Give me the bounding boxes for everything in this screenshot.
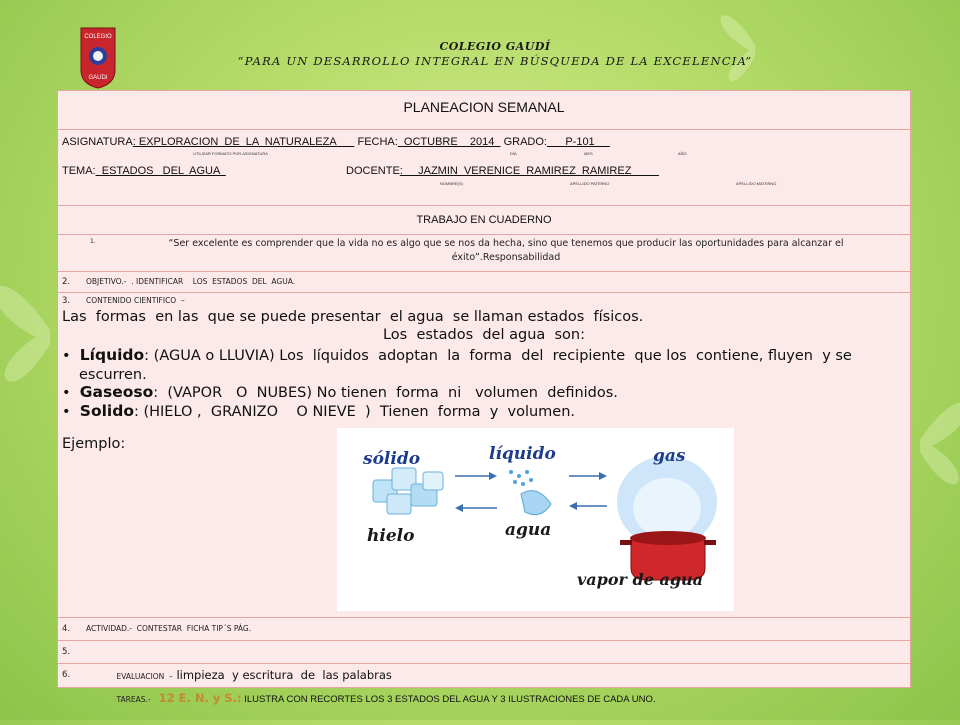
item-4-actividad: ACTIVIDAD.- CONTESTAR FICHA TIP´S PÁG. xyxy=(86,624,252,633)
docente-value: : JAZMIN VERENICE RAMIREZ RAMIREZ xyxy=(399,165,659,177)
solido-text: : (HIELO , GRANIZO O NIEVE ) Tienen forma y volumen. xyxy=(133,404,576,420)
label-solido: sólido xyxy=(363,449,421,469)
bullet-solido xyxy=(62,402,892,422)
item-5-number: 5. xyxy=(62,647,71,657)
vapor-cloud-highlight xyxy=(633,478,701,538)
item-4-number: 4. xyxy=(62,624,71,634)
solido-term: Solido xyxy=(79,402,134,420)
bullet-liquido-dot: • xyxy=(62,348,80,364)
item-1-number: 1. xyxy=(90,238,96,245)
item-2-row xyxy=(58,272,910,293)
grado-value: P-101 xyxy=(546,136,610,148)
arrow-liquid-to-solid xyxy=(455,504,497,512)
trabajo-row xyxy=(58,206,910,235)
item-2-number: 2. xyxy=(62,277,71,287)
ejemplo-label: Ejemplo: xyxy=(62,436,126,452)
bullet-gaseoso-dot: • xyxy=(62,385,80,401)
label-vapor-de-agua: vapor de agua xyxy=(577,570,704,589)
gaseoso-term: Gaseoso xyxy=(79,383,154,401)
item-4-row xyxy=(58,618,910,641)
states-of-water-illustration xyxy=(337,428,734,611)
item-3-number: 3. xyxy=(62,296,71,306)
item-6-tareas xyxy=(86,668,655,725)
item-5-row xyxy=(58,641,910,682)
arrow-solid-to-liquid xyxy=(455,472,497,480)
note-mes: MES xyxy=(584,151,593,156)
note-ano: AÑO xyxy=(678,151,687,156)
note-dia: DÍA xyxy=(510,151,517,156)
item-5-label: EVALUACION – xyxy=(116,672,173,681)
water-drops-image xyxy=(509,470,533,486)
bullet-solido-dot: • xyxy=(62,404,80,420)
note-apellido-paterno: APELLIDO PATERNO xyxy=(570,181,610,186)
bullet-liquido xyxy=(62,346,909,385)
planning-document xyxy=(57,90,911,705)
water-cup-image xyxy=(521,491,551,515)
arrow-liquid-to-gas xyxy=(569,472,607,480)
info-row xyxy=(58,130,910,206)
liquido-term: Líquido xyxy=(79,346,145,364)
docente-line xyxy=(346,165,659,177)
trabajo-en-cuaderno: TRABAJO EN CUADERNO xyxy=(416,214,552,226)
school-motto: “PARA UN DESARROLLO INTEGRAL EN BÚSQUEDA DE LA EXCELENCIA” xyxy=(237,54,753,68)
content-intro: Las formas en las que se puede presentar el agua se llaman estados físicos. xyxy=(62,309,644,325)
item-2-objetivo: OBJETIVO.- . IDENTIFICAR LOS ESTADOS DEL AGUA. xyxy=(86,277,296,286)
gaseoso-text: : (VAPOR O NUBES) No tienen forma ni volumen definidos. xyxy=(153,385,618,401)
item-6-text: ILUSTRA CON RECORTES LOS 3 ESTADOS DEL AGUA Y 3 ILUSTRACIONES DE CADA UNO. xyxy=(241,694,656,705)
docente-label: DOCENTE xyxy=(346,165,400,177)
content-estados-heading: Los estados del agua son: xyxy=(382,327,585,343)
ice-cubes-image xyxy=(373,468,443,514)
note-nombre: NOMBRE(S) xyxy=(440,181,463,186)
note-asignatura: UTILIZAR FORMATO POR ASIGNATURA xyxy=(193,151,268,156)
liquido-text: : (AGUA o LLUVIA) Los líquidos adoptan la forma del recipiente que los contiene, fluyen y se escurren. xyxy=(79,348,857,383)
note-apellido-materno: APELLIDO MATERNO xyxy=(736,181,777,186)
label-liquido: líquido xyxy=(489,444,556,464)
title-row xyxy=(58,91,910,130)
label-gas: gas xyxy=(653,446,686,466)
logo-bottom-text: GAUDI xyxy=(88,75,108,81)
tema-line xyxy=(62,165,226,177)
bullet-gaseoso xyxy=(62,383,892,403)
label-hielo: hielo xyxy=(367,526,415,546)
item-1-row xyxy=(58,235,910,272)
asignatura-label: ASIGNATURA xyxy=(62,136,133,148)
arrow-gas-to-liquid xyxy=(569,502,607,510)
page-header xyxy=(0,0,960,92)
school-name: COLEGIO GAUDÍ xyxy=(439,40,551,53)
asignatura-line xyxy=(62,136,610,148)
item-6-number: 6. xyxy=(62,670,71,680)
asignatura-value: : EXPLORACION DE LA NATURALEZA xyxy=(132,136,355,148)
fecha-label: FECHA: xyxy=(357,136,398,148)
item-6-row xyxy=(58,664,910,705)
logo-top-text: COLEGIO xyxy=(84,34,112,40)
states-of-water-figure xyxy=(337,428,734,611)
tema-value: ESTADOS DEL AGUA xyxy=(95,165,226,177)
fecha-value: OCTUBRE 2014 xyxy=(397,136,501,148)
page-title: PLANEACION SEMANAL xyxy=(403,99,565,115)
item-1-quote: “Ser excelente es comprender que la vida no es algo que se nos da hecha, sino que tenemos que producir las oportunidades para alcanzar el éxito”.Responsabilidad xyxy=(168,238,844,263)
item-6-label: TAREAS.- xyxy=(116,695,151,704)
grado-label: GRADO: xyxy=(503,136,547,148)
item-5-text: limpieza y escritura de las palabras xyxy=(172,668,392,682)
item-6-highlight: 12 E. N. y S.: xyxy=(150,691,242,705)
item-3-contenido: CONTENIDO CIENTIFICO – xyxy=(86,296,185,305)
label-agua: agua xyxy=(505,520,552,540)
tema-label: TEMA: xyxy=(62,165,96,177)
